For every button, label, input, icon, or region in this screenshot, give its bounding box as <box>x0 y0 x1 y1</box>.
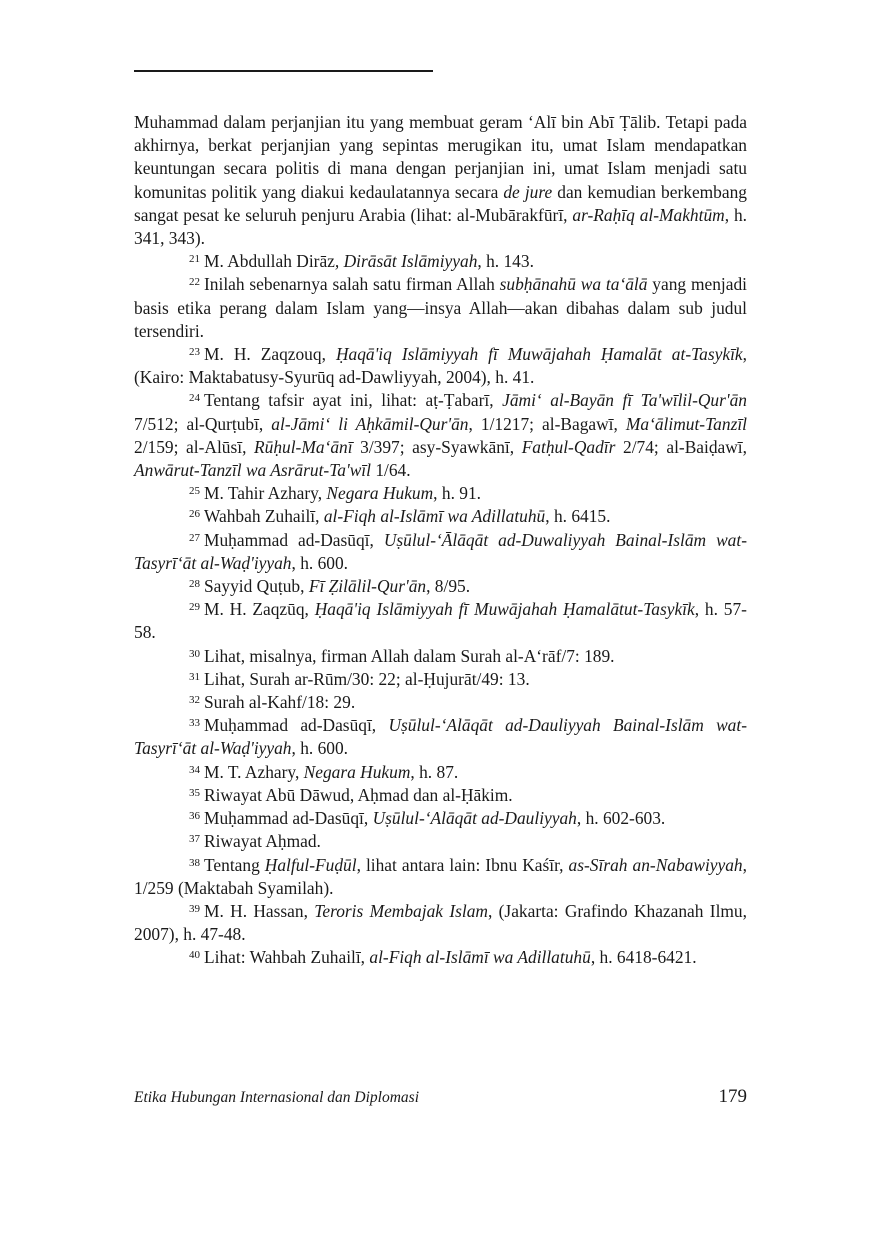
footnote-text: , h. 600. <box>291 552 349 573</box>
footnote-italic-text: , Dirāsāt Islāmiyyah <box>334 251 478 272</box>
footnote-number: 27 <box>189 531 200 544</box>
footnote-text: Tentang <box>204 854 265 875</box>
footnote-40 <box>134 946 747 969</box>
footnote-29 <box>134 598 747 644</box>
footnote-number: 38 <box>189 856 200 869</box>
footnote-number: 30 <box>189 647 200 660</box>
footnote-23 <box>134 343 747 389</box>
footnote-italic-text: Rūḥul-Ma‘ānī <box>254 436 353 457</box>
footnote-italic-text: ar-Raḥīq al-Makhtūm <box>572 204 725 225</box>
footnote-text: , h. 57-58. <box>134 599 747 643</box>
footnote-text: Riwayat Abū Dāwud, Aḥmad dan al-Ḥākim. <box>204 784 513 805</box>
footnote-text: M. Tahir Azhary, <box>204 483 327 504</box>
footnote-26 <box>134 505 747 528</box>
footnote-text: , h. 87. <box>410 761 459 782</box>
footnote-21 <box>134 250 747 273</box>
footnote-text: 2/159; al-Alūsī, <box>134 436 255 457</box>
footnote-number: 40 <box>189 949 200 962</box>
footnote-italic-text: al-Jāmi‘ li Aḥkāmil-Qur'ān <box>271 413 469 434</box>
footnote-italic-text: de jure <box>503 181 553 202</box>
footnote-text: 2/74; al-Baiḍawī, <box>615 436 747 457</box>
footnote-text: Muḥammad ad-Dasūqī, <box>204 715 389 736</box>
footnote-text: , h. 341, 343). <box>134 204 747 249</box>
footnote-italic-text: Teroris Membajak Islam <box>314 900 488 921</box>
footnote-31 <box>134 668 747 691</box>
footnote-text: M. Abdullah Dirāz <box>204 251 335 272</box>
footnote-33 <box>134 714 747 760</box>
footnote-text: Muḥammad ad-Dasūqī, <box>204 808 373 829</box>
footnote-text: , h. 6415. <box>545 506 611 527</box>
footnote-italic-text: Negara Hukum <box>326 483 434 504</box>
footnote-number: 25 <box>189 485 200 498</box>
footnote-text: 1/64. <box>370 460 411 481</box>
footnote-text: Inilah sebenarnya salah satu firman Allah <box>204 274 500 295</box>
footnote-number: 29 <box>189 601 200 614</box>
footnote-text: Lihat, Surah ar-Rūm/30: 22; al-Ḥujurāt/49: 13. <box>204 668 530 689</box>
footnote-number: 36 <box>189 810 200 823</box>
footnote-italic-text: Ḥaqā'iq Islāmiyyah fī Muwājahah Ḥamalātut-Tasykīk <box>314 599 695 620</box>
footnote-text: Lihat, misalnya, firman Allah dalam Surah al-A‘rāf/7: 189. <box>204 645 615 666</box>
footnote-34 <box>134 761 747 784</box>
footnote-italic-text: Ma‘ālimut-Tanzīl <box>625 413 747 434</box>
footnote-text: M. H. Zaqzūq, <box>204 599 315 620</box>
footnote-text: , (Kairo: Maktabatusy-Syurūq ad-Dawliyyah, 2004), h. 41. <box>134 344 747 388</box>
footnote-text: M. T. Azhary, <box>204 761 304 782</box>
footnote-text: yang menjadi basis etika perang dalam Islam yang—insya Allah—akan dibahas dalam sub judul tersendiri. <box>134 274 747 341</box>
footnote-38 <box>134 854 747 900</box>
footnote-text: Lihat: Wahbah Zuhailī, <box>204 947 370 968</box>
footnote-text: M. H. Hassan, <box>204 900 315 921</box>
footnote-italic-text: Uṣūlul-‘Ālāqāt ad-Duwaliyyah Bainal-Islām wat-Tasyrī‘āt al-Waḍ'iyyah <box>134 529 748 573</box>
footnote-number: 21 <box>189 253 200 266</box>
footnote-32 <box>134 691 747 714</box>
footnote-separator-rule <box>134 70 433 72</box>
footnote-number: 39 <box>189 902 200 915</box>
footnote-text: , 1/259 (Maktabah Syamilah). <box>134 854 747 898</box>
footnote-number: 28 <box>189 578 200 591</box>
page-number: 179 <box>718 1086 747 1107</box>
footnote-text: Riwayat Aḥmad. <box>204 831 321 852</box>
footnote-continuation <box>134 111 747 250</box>
footnote-text: 3/397; asy-Syawkānī, <box>352 436 522 457</box>
footnote-text: , h. 6418-6421. <box>590 947 697 968</box>
footnote-text: , h. 602-603. <box>576 808 666 829</box>
footnote-text: , 8/95. <box>426 576 471 597</box>
footnote-number: 37 <box>189 833 200 846</box>
footnote-text: , h. 600. <box>291 738 349 759</box>
footnotes-section <box>134 111 747 970</box>
footnote-italic-text: as-Sīrah an-Nabawiyyah <box>568 854 743 875</box>
footnote-text: , h. 143. <box>477 251 534 272</box>
footnote-number: 22 <box>189 276 200 289</box>
footnote-39 <box>134 900 747 946</box>
footnote-text: Muhammad dalam perjanjian itu yang membuat geram ‘Alī bin Abī Ṭālib. Tetapi pada akhirnya, berkat perjanjian yang sepintas merugikan itu, umat Islam mendapatkan keuntungan secara politis di mana dengan perjanjian ini, umat Islam menjadi satu komunitas politik yang diakui kedaulatannya secara <box>134 112 747 202</box>
footnote-text: dan kemudian berkembang sangat pesat ke seluruh penjuru Arabia (lihat: al-Mubārakfūrī, <box>134 181 747 225</box>
footnote-30 <box>134 645 747 668</box>
running-title: Etika Hubungan Internasional dan Diplomasi <box>134 1089 420 1106</box>
footnote-text: M. H. Zaqzouq, <box>204 344 336 365</box>
footnote-text: 7/512; al-Qurṭubī, <box>134 413 272 434</box>
footnote-number: 33 <box>189 717 200 730</box>
footnote-italic-text: Fī Ẓilālil-Qur'ān <box>308 576 427 597</box>
footnote-italic-text: Ḥaqā'iq Islāmiyyah fī Muwājahah Ḥamalāt at-Tasykīk <box>335 344 743 365</box>
footnote-36 <box>134 807 747 830</box>
footnote-text: , (Jakarta: Grafindo Khazanah Ilmu, 2007), h. 47-48. <box>134 900 747 945</box>
footnote-35 <box>134 784 747 807</box>
footnote-italic-text: Jāmi‘ al-Bayān fī Ta'wīlil-Qur'ān <box>502 390 747 411</box>
footnote-28 <box>134 575 747 598</box>
page-footer <box>134 1086 747 1112</box>
footnote-italic-text: Ḥalful-Fuḍūl <box>264 854 357 875</box>
footnote-text: Wahbah Zuhailī, <box>204 506 324 527</box>
footnote-22 <box>134 273 747 343</box>
footnote-25 <box>134 482 747 505</box>
footnote-italic-text: subḥānahū wa ta‘ālā <box>499 274 648 295</box>
footnote-number: 32 <box>189 694 200 707</box>
footnote-37 <box>134 830 747 853</box>
footnote-text: Surah al-Kahf/18: 29. <box>204 692 356 713</box>
footnote-number: 26 <box>189 508 200 521</box>
footnote-italic-text: al-Fiqh al-Islāmī wa Adillatuhū <box>323 506 546 527</box>
footnote-number: 24 <box>189 392 200 405</box>
footnote-27 <box>134 529 747 575</box>
footnote-italic-text: Anwārut-Tanzīl wa Asrārut-Ta'wīl <box>134 460 371 481</box>
footnote-text: Sayyid Quṭub, <box>204 576 309 597</box>
footnote-text: Tentang tafsir ayat ini, lihat: aṭ-Ṭabarī, <box>204 390 503 411</box>
footnote-italic-text: Uṣūlul-‘Alāqāt ad-Dauliyyah Bainal-Islām wat-Tasyrī‘āt al-Waḍ'iyyah <box>134 715 748 759</box>
footnote-italic-text: Fatḥul-Qadīr <box>521 436 616 457</box>
footnote-italic-text: al-Fiqh al-Islāmī wa Adillatuhū <box>369 947 591 968</box>
footnote-24 <box>134 389 747 482</box>
footnote-number: 31 <box>189 670 200 683</box>
footnote-number: 34 <box>189 763 200 776</box>
footnote-text: , lihat antara lain: Ibnu Kaśīr, <box>356 854 569 875</box>
footnote-italic-text: Negara Hukum <box>303 761 411 782</box>
footnote-text: , h. 91. <box>433 483 481 504</box>
footnote-number: 23 <box>189 346 200 359</box>
footnote-text: , 1/1217; al-Bagawī, <box>468 413 626 434</box>
footnote-number: 35 <box>189 786 200 799</box>
footnote-italic-text: Uṣūlul-‘Alāqāt ad-Dauliyyah <box>372 808 577 829</box>
footnote-text: Muḥammad ad-Dasūqī, <box>204 529 384 550</box>
